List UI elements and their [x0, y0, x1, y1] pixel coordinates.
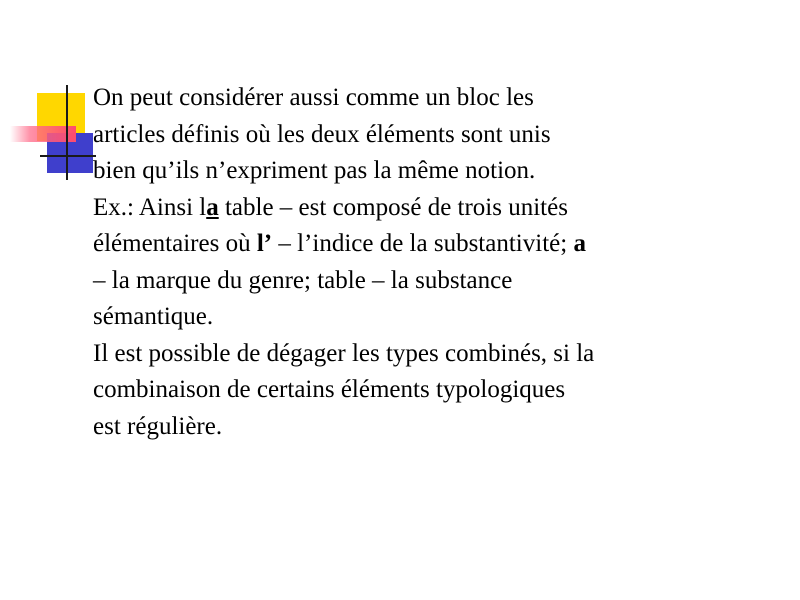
text-line-6: – la marque du genre; table – la substance	[93, 266, 513, 294]
text-line-3: bien qu’ils n’expriment pas la même notion.	[93, 157, 536, 184]
text-line-2: articles définis où les deux éléments sont unis	[93, 120, 551, 148]
text-line-7: sémantique.	[93, 303, 214, 330]
text-line-9: combinaison de certains éléments typologiques	[93, 376, 566, 403]
text-line-10: est régulière.	[93, 412, 223, 440]
emphasized-letter-a: a	[573, 230, 586, 257]
text-line-1: On peut considérer aussi comme un bloc les	[93, 84, 534, 111]
slide-logo-decoration	[0, 0, 100, 190]
slide-text-body	[93, 80, 733, 445]
text-line-4: Ex.: Ainsi la table – est composé de trois unités	[93, 193, 568, 221]
text-line-8: Il est possible de dégager les types combinés, si la	[93, 339, 595, 367]
vertical-line-shape	[66, 85, 68, 180]
emphasized-article-a: a	[206, 193, 219, 221]
emphasized-article-l: l’	[256, 230, 273, 257]
horizontal-line-shape	[40, 155, 96, 157]
text-line-5: élémentaires où l’ – l’indice de la substantivité; a	[93, 230, 586, 257]
